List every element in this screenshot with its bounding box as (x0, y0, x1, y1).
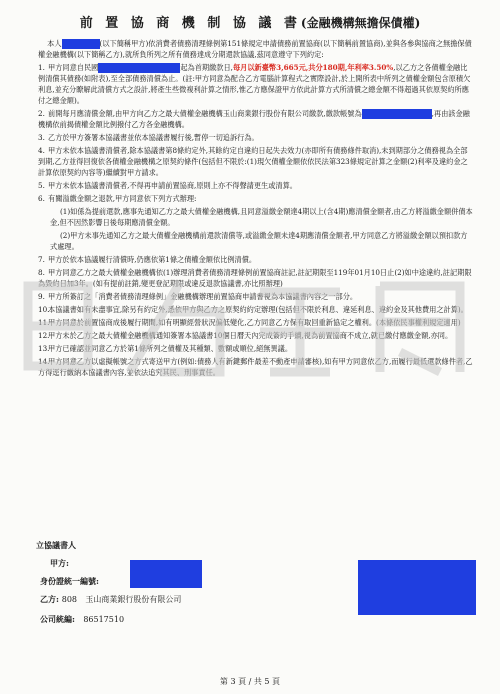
company-id-row (40, 614, 124, 625)
clause-text: (2)甲方未事先通知乙方之最大債權金融機構前還款清償等,或溢繳金額未達4期應清償金額者,甲方同意乙方將溢繳金額以預扣款方式處理。 (50, 231, 468, 251)
clause-text: 甲方於依本協議履行清償時,仍應依第1條之債權金額依比例清償。 (48, 255, 257, 264)
clause-number: 10. (38, 305, 50, 314)
clause-item (38, 108, 473, 130)
clause-item (38, 267, 473, 289)
agreement-body (38, 38, 473, 380)
clause-text-post: ,再由該金融機構依前揭債權金額比例撥付乙方各金融機構。 (38, 109, 470, 129)
clause-number: 3. (38, 133, 45, 142)
clause-item (38, 330, 473, 341)
payment-terms-highlight: 每月以新臺幣3,665元,共分180期,年利率3.50% (232, 63, 394, 72)
clause-item (38, 206, 473, 228)
clause-number: 7. (38, 255, 45, 264)
clause-text: 甲方同意於前置協商成後履行期間,如有明顯經營狀況偏低變化,乙方同意乙方保有取回重新協定之權利。(本條依民事權利規定適用) (48, 318, 461, 327)
clause-number: 9. (38, 292, 45, 301)
clause-number: 11. (38, 318, 50, 327)
clause-item (38, 291, 473, 302)
clause-item (38, 343, 473, 354)
clause-number: 1. (38, 63, 45, 72)
company-id-value: 86517510 (83, 615, 125, 624)
clause-text: 甲方未於乙方之最大債權金融機構通知簽署本協議書10個日曆天內完成簽約手續,視為前置協商不成立,就已繳付應繳金額,亦同。 (48, 331, 453, 340)
clause-text: 甲方已確認並同意乙方於第1條所列之債權及其種類、數額或順位,絕無異議。 (48, 344, 293, 353)
intro-text: (以下簡稱甲方)依消費者債務清理條例第151條規定申請債務前置協商(以下簡稱前置協商),並與各參與協商之無擔保債權金融機構(以下簡稱乙方),就所負所列之所有債務達成分期還款協議,茲同意遵守下列約定: (38, 39, 472, 59)
clause-number: 4. (38, 146, 45, 155)
clause-text: 甲方同意乙方以虛擬帳號之方式寄送甲方(例如:債務人有新鍵郵件最差不動產申請審核),如有甲方同意依乙方,而履行最低還款條件者,乙方得逕行繳納本協議書內容,並依法追究其民、刑事責任。 (38, 357, 473, 377)
clause-text-pre: 前開每月應清償金額,由甲方向乙方之最大債權金融機構玉山商業銀行股份有限公司繳款,繳款帳號為 (48, 109, 362, 118)
clause-item (38, 230, 473, 252)
party-b-code: 808 (61, 595, 78, 604)
redacted-field (98, 63, 180, 73)
clause-item (38, 317, 473, 328)
clause-list (38, 62, 473, 378)
clause-text: 甲方所簽訂之「消費者債務清理條例」金融機構辦理前置協商申請書視為本協議書內容之一部分。 (48, 292, 358, 301)
clause-text: 甲方同意乙方之最大債權金融機構依(1)辦理消費者債務清理條例前置協商註記,註記期限至119年01月10日止(2)如中途違約,註記期限為毀約日加3年。(如有提前註銷,變更登記期限或違反退款協議書,亦比照辦理) (38, 268, 472, 288)
clause-number: 2. (38, 109, 45, 118)
clause-text: 甲方未依本協議書清償者,除本協議書第8條約定外,其餘約定自違約日起失去效力(亦即所有債務條件取消),未到期部分之債務視為全部到期,乙方並得回復依各債權金融機構之原契約條件(包括但不限於:(1)現欠債權金額依依民法第323條規定計算之金額(2)利率及違約金之計算依原契約內容等)繼續對甲方請求。 (38, 146, 468, 177)
clause-text-pre: 甲方同意自民國 (48, 63, 99, 72)
party-b-name: 玉山商業銀行股份有限公司 (85, 595, 182, 604)
clause-text: 本協議書如有未盡事宜,除另有約定外,悉依甲方與乙方之原契約約定辦理(包括但不限於利息、違延利息、違約金及其他費用之計算)。 (48, 305, 468, 314)
intro-prefix: 本人 (47, 39, 62, 48)
party-b-label: 乙方: (40, 594, 59, 604)
clause-item (38, 254, 473, 265)
clause-item (38, 356, 473, 378)
clause-number: 13. (38, 344, 50, 353)
clause-text: 有關溢繳金額之退款,甲方同意依下列方式辦理: (48, 194, 197, 203)
clause-number: 5. (38, 181, 45, 190)
redacted-party-a (130, 560, 202, 588)
redacted-seal (358, 560, 476, 615)
id-number-label: 身份證統一編號: (40, 576, 99, 586)
clause-number: 12. (38, 331, 50, 340)
redacted-field (362, 109, 432, 119)
title-text: 前 置 協 商 機 制 協 議 書 (79, 16, 301, 31)
document-title (0, 12, 500, 31)
party-a-label: 甲方: (50, 558, 69, 568)
clause-item (38, 180, 473, 191)
title-subtitle: (金融機構無擔保債權) (300, 16, 421, 30)
clause-number: 8. (38, 268, 45, 277)
clause-number: 6. (38, 194, 45, 203)
clause-item (38, 193, 473, 204)
signatory-heading: 立協議書人 (36, 540, 76, 550)
clause-number: 14. (38, 357, 50, 366)
redacted-name (62, 39, 100, 49)
clause-text: (1)如係為提前還款,應事先通知乙方之最大債權金融機構,且同意溢繳金額達4期以上(含4期)應清償金額者,由乙方將溢繳金額併債本金,但不因然影響日後每期應清償金額。 (50, 207, 473, 227)
intro-paragraph (38, 38, 473, 60)
clause-text-post: ,以乙方之各債權金融比例清償其債務(如附表),至全部債務清償為止。(註:甲方同意為配合乙方電腦計算程式之實際設計,於上開所表中所列之債權金額包含原積欠利息,並充分瞭解此清償方式之設計,將產生些微複利計算之情形,惟乙方應保證甲方依此計算方式所清償之總金額不得超過其依原契約所應付之總金額)。 (38, 63, 471, 105)
clause-text-mid: 起為首期繳款日, (180, 63, 233, 72)
page-footer: 第 3 頁 / 共 5 頁 (219, 677, 281, 686)
party-b-row (40, 594, 181, 605)
clause-item (38, 132, 473, 143)
clause-item (38, 304, 473, 315)
clause-text: 乙方於甲方簽署本協議書並依本協議書履行後,暫停一切追訴行為。 (48, 133, 259, 142)
company-id-label: 公司統編: (40, 614, 75, 624)
clause-item (38, 62, 473, 106)
clause-text: 甲方未依本協議書清償者,不得再申請前置協商,原則上亦不得聲請更生或清算。 (48, 181, 297, 190)
clause-item (38, 145, 473, 178)
